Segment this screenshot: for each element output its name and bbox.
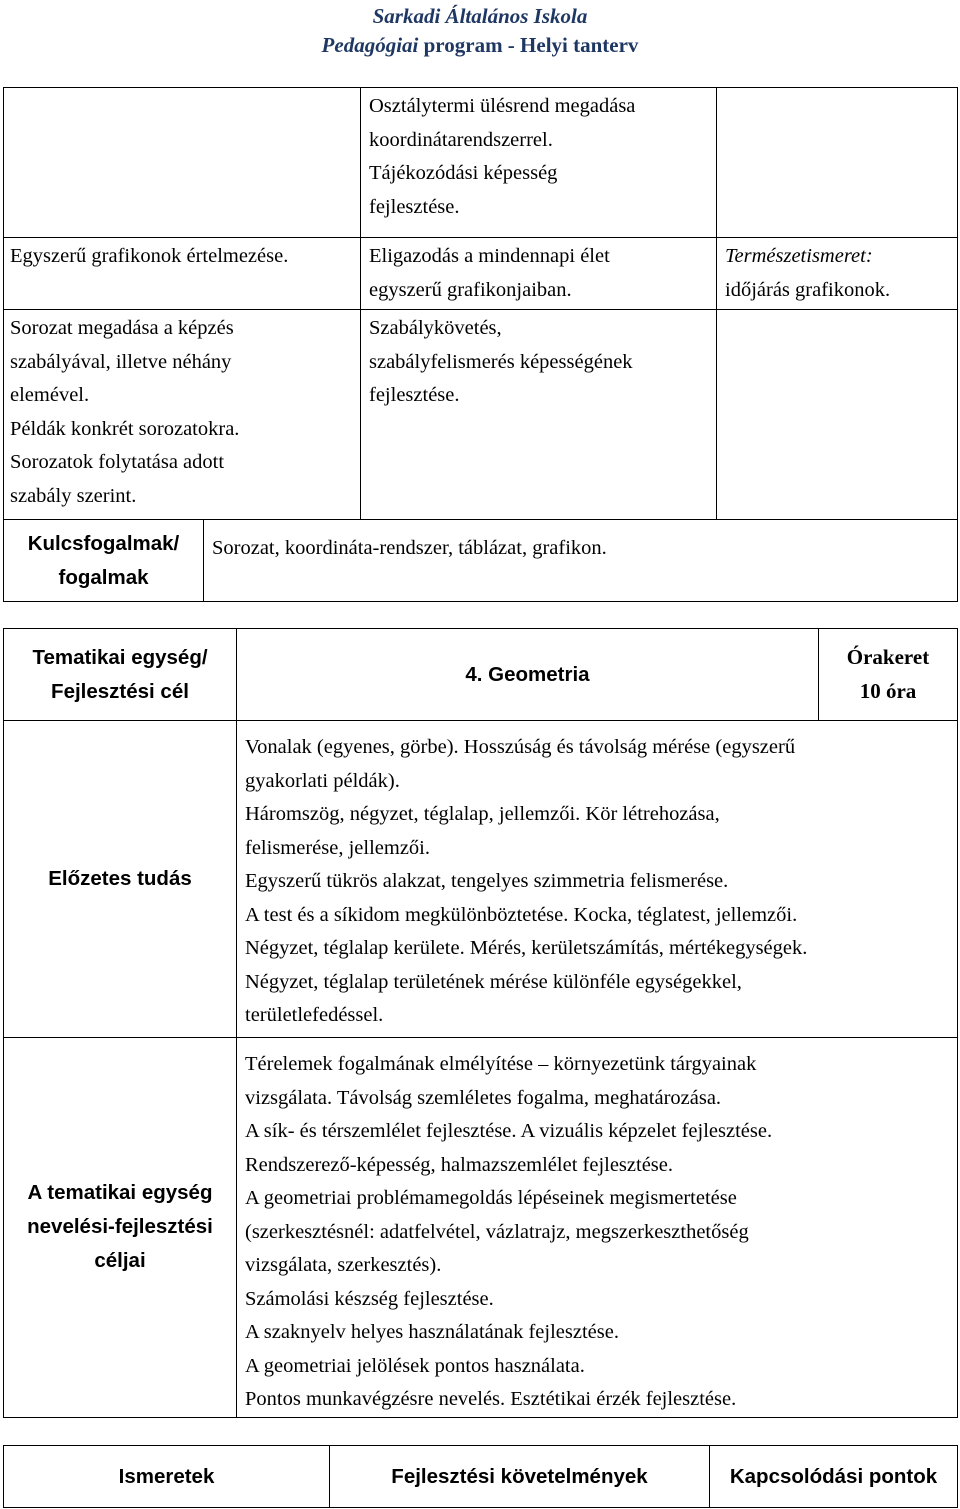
program-title-italic: Pedagógiai (321, 33, 419, 57)
header-table (3, 1445, 958, 1508)
text-line: A szaknyelv helyes használatának fejlesztése. (245, 1321, 619, 1343)
unit-title-cell (237, 629, 819, 721)
text-line: Négyzet, téglalap kerülete. Mérés, kerületszámítás, mértékegységek. (245, 937, 808, 959)
text-line: A geometriai problémamegoldás lépéseinek megismertetése (245, 1187, 737, 1209)
col-header-kapcsolodasi (710, 1446, 958, 1508)
unit-title: 4. Geometria (465, 662, 590, 686)
keywords-cell (204, 520, 958, 602)
text-line: Négyzet, téglalap területének mérése különféle egységekkel, (245, 970, 742, 993)
text-line: A geometriai jelölések pontos használata. (245, 1354, 585, 1377)
cell-r2-c1 (4, 238, 361, 310)
text-line: A sík- és térszemlélet fejlesztése. A vizuális képzelet fejlesztése. (245, 1120, 773, 1142)
text-line: területlefedéssel. (245, 1004, 384, 1026)
text-line: Tájékozódási képesség (369, 162, 558, 184)
table-row (4, 88, 958, 238)
celjai-label-line: nevelési-fejlesztési (27, 1215, 213, 1239)
text-line: koordinátarendszerrel. (369, 128, 553, 151)
celjai-cell (237, 1038, 958, 1418)
orakeret-label: Órakeret (846, 645, 930, 669)
col-header-label: Ismeretek (118, 1464, 215, 1488)
elozetes-label: Előzetes tudás (48, 867, 192, 891)
orakeret-cell (819, 629, 958, 721)
text-line: elemével. (10, 384, 90, 406)
text-line: fejlesztése. (369, 384, 460, 406)
text-line: A test és a síkidom megkülönböztetése. Kocka, téglatest, jellemzői. (245, 903, 798, 926)
program-title (0, 31, 960, 60)
col-header-ismeretek (4, 1446, 330, 1508)
keywords-text: Sorozat, koordináta-rendszer, táblázat, grafikon. (212, 537, 607, 559)
orakeret-value: 10 óra (859, 678, 917, 703)
keywords-label-line: fogalmak (58, 565, 149, 589)
table-row (4, 310, 958, 520)
tematikai-label-cell (4, 629, 237, 721)
tematikai-label-line: Tematikai egység/ (32, 646, 208, 669)
cell-r1-c2 (361, 88, 717, 238)
cell-r1-c3 (717, 88, 958, 238)
celjai-label (4, 1176, 236, 1278)
text-line: vizsgálata, szerkesztés). (245, 1254, 442, 1276)
text-line: szabály szerint. (10, 484, 137, 507)
cell-r3-c3 (717, 310, 958, 520)
keywords-label-line: Kulcsfogalmak/ (27, 531, 180, 555)
keywords-label (4, 527, 203, 595)
celjai-label-line: A tematikai egység (27, 1181, 213, 1205)
text-line: gyakorlati példák). (245, 769, 400, 792)
text-line: fejlesztése. (369, 195, 460, 218)
text-line: Egyszerű tükrös alakzat, tengelyes szimmetria felismerése. (245, 870, 729, 892)
text-line: (szerkesztésnél: adatfelvétel, vázlatrajz, megszerkeszthetőség (245, 1220, 749, 1243)
text-line: Rendszerező-képesség, halmazszemlélet fejlesztése. (245, 1153, 674, 1176)
table-row (4, 520, 958, 602)
text-line: szabályfelismerés képességének (369, 350, 633, 373)
text-line: Osztálytermi ülésrend megadása (369, 95, 636, 117)
text-line: felismerése, jellemzői. (245, 836, 430, 859)
program-title-rest: program - Helyi tanterv (418, 33, 639, 57)
text-line: Példák konkrét sorozatokra. (10, 417, 240, 440)
school-name: Sarkadi Általános Iskola (372, 4, 588, 28)
cross-subject-text: időjárás grafikonok. (725, 278, 891, 301)
cross-subject-label: Természetismeret: (725, 245, 873, 267)
celjai-label-line: céljai (94, 1249, 146, 1273)
tematikai-label-line: Fejlesztési cél (51, 679, 189, 703)
text-line: Szabálykövetés, (369, 317, 502, 339)
cell-r2-c3 (717, 238, 958, 310)
cell-r3-c1 (4, 310, 361, 520)
table-row (4, 721, 958, 1038)
cell-r2-c2 (361, 238, 717, 310)
col-header-label: Kapcsolódási pontok (729, 1464, 938, 1488)
text-line: Sorozatok folytatása adott (10, 451, 225, 473)
orakeret (819, 641, 957, 708)
text-line: Egyszerű grafikonok értelmezése. (10, 245, 289, 267)
unit-table (3, 628, 958, 1418)
text-line: Térelemek fogalmának elmélyítése – környezetünk tárgyainak (245, 1053, 757, 1075)
text-line: Pontos munkavégzésre nevelés. Esztétikai érzék fejlesztése. (245, 1388, 737, 1410)
table-row (4, 1038, 958, 1418)
col-header-label: Fejlesztési követelmények (391, 1464, 648, 1488)
cell-r3-c2 (361, 310, 717, 520)
text-line: Eligazodás a mindennapi élet (369, 245, 610, 267)
content-table-continued (3, 87, 958, 602)
table-row (4, 629, 958, 721)
celjai-label-cell (4, 1038, 237, 1418)
tematikai-label (4, 641, 236, 708)
text-line: Vonalak (egyenes, görbe). Hosszúság és távolság mérése (egyszerű (245, 736, 796, 758)
elozetes-cell (237, 721, 958, 1038)
cell-r1-c1 (4, 88, 361, 238)
text-line: Sorozat megadása a képzés (10, 317, 234, 339)
elozetes-label-cell (4, 721, 237, 1038)
text-line: Háromszög, négyzet, téglalap, jellemzői. Kör létrehozása, (245, 803, 720, 825)
text-line: egyszerű grafikonjaiban. (369, 278, 572, 301)
table-row (4, 238, 958, 310)
table-row (4, 1446, 958, 1508)
text-line: szabályával, illetve néhány (10, 350, 232, 373)
document-header (0, 2, 960, 60)
text-line: Számolási készség fejlesztése. (245, 1287, 494, 1310)
col-header-fejlesztesi (330, 1446, 710, 1508)
keywords-label-cell (4, 520, 204, 602)
text-line: vizsgálata. Távolság szemléletes fogalma, meghatározása. (245, 1086, 722, 1109)
